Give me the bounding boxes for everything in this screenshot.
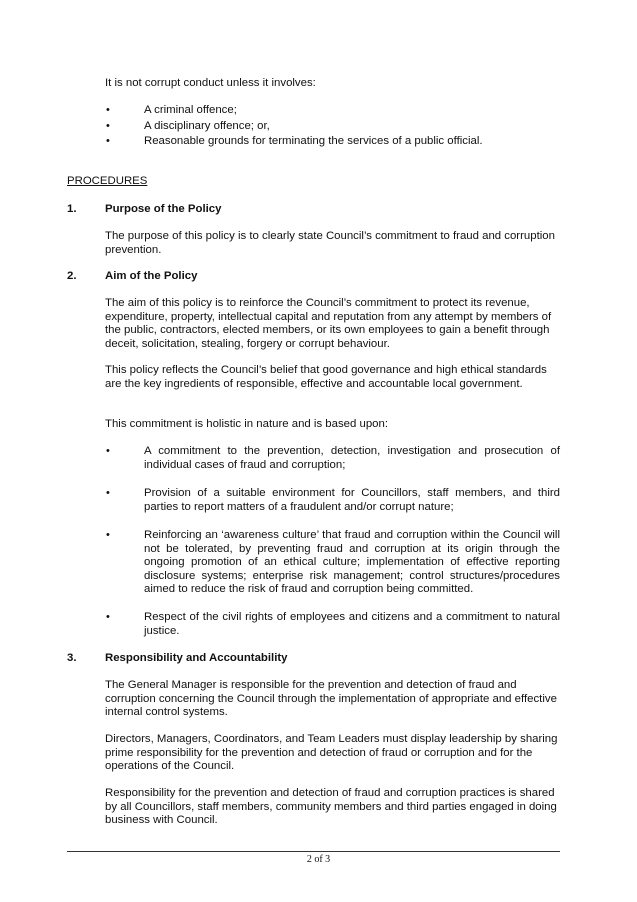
footer-divider bbox=[67, 851, 560, 852]
section-3-paragraph-1: The General Manager is responsible for the prevention and detection of fraud and corruption concerning the Council through the implementation of appropriate and effective internal control systems. bbox=[105, 679, 557, 719]
section-2-paragraph-2: This policy reflects the Council’s belief that good governance and high ethical standards are the key ingredients of responsible, effective and accountable local government. bbox=[105, 364, 547, 390]
bullet-icon: • bbox=[106, 611, 110, 623]
section-3-paragraph-3: Responsibility for the prevention and detection of fraud and corruption practices is shared by all Councillors, staff members, community members and third parties engaged in doing business with Council. bbox=[105, 787, 557, 827]
procedures-heading: PROCEDURES bbox=[67, 175, 148, 187]
bullet-icon: • bbox=[106, 104, 110, 116]
section-1-number: 1. bbox=[67, 203, 77, 215]
section-2-number: 2. bbox=[67, 270, 77, 282]
list-item: A disciplinary offence; or, bbox=[144, 120, 270, 132]
bullet-icon: • bbox=[106, 529, 110, 541]
section-1-title: Purpose of the Policy bbox=[105, 203, 222, 215]
list-item: Reasonable grounds for terminating the services of a public official. bbox=[144, 135, 483, 147]
bullet-icon: • bbox=[106, 120, 110, 132]
list-item: Provision of a suitable environment for Councillors, staff members, and third parties to report matters of a fraudulent and/or corrupt nature; bbox=[144, 487, 560, 513]
bullet-icon: • bbox=[106, 487, 110, 499]
section-2-title: Aim of the Policy bbox=[105, 270, 198, 282]
list-item: A commitment to the prevention, detection, investigation and prosecution of individual cases of fraud and corruption; bbox=[144, 445, 560, 471]
bullet-icon: • bbox=[106, 445, 110, 457]
list-item: A criminal offence; bbox=[144, 104, 237, 116]
bullet-icon: • bbox=[106, 135, 110, 147]
page-number: 2 of 3 bbox=[306, 854, 331, 865]
section-2-paragraph-3: This commitment is holistic in nature and is based upon: bbox=[105, 418, 389, 430]
list-item: Reinforcing an ‘awareness culture’ that fraud and corruption within the Council will not be tolerated, by preventing fraud and corruption at its origin through the ongoing promotion of an ethical culture; implementation of effective reporting disclosure systems; enterprise risk management; control structures/procedures aimed to reduce the risk of fraud and corruption being committed. bbox=[144, 529, 560, 596]
section-2-paragraph-1: The aim of this policy is to reinforce the Council’s commitment to protect its revenue, expenditure, property, intellectual capital and reputation from any attempt by members of the public, contractors, elected members, or its own employees to gain a benefit through deceit, solicitation, stealing, forgery or corrupt behaviour. bbox=[105, 297, 552, 350]
intro-text: It is not corrupt conduct unless it involves: bbox=[105, 77, 316, 89]
section-3-title: Responsibility and Accountability bbox=[105, 652, 288, 664]
section-3-number: 3. bbox=[67, 652, 77, 664]
list-item: Respect of the civil rights of employees and citizens and a commitment to natural justice. bbox=[144, 611, 560, 637]
section-1-paragraph: The purpose of this policy is to clearly state Council’s commitment to fraud and corruption prevention. bbox=[105, 230, 555, 256]
section-3-paragraph-2: Directors, Managers, Coordinators, and Team Leaders must display leadership by sharing prime responsibility for the prevention and detection of fraud or corruption and for the operations of the Council. bbox=[105, 733, 558, 773]
